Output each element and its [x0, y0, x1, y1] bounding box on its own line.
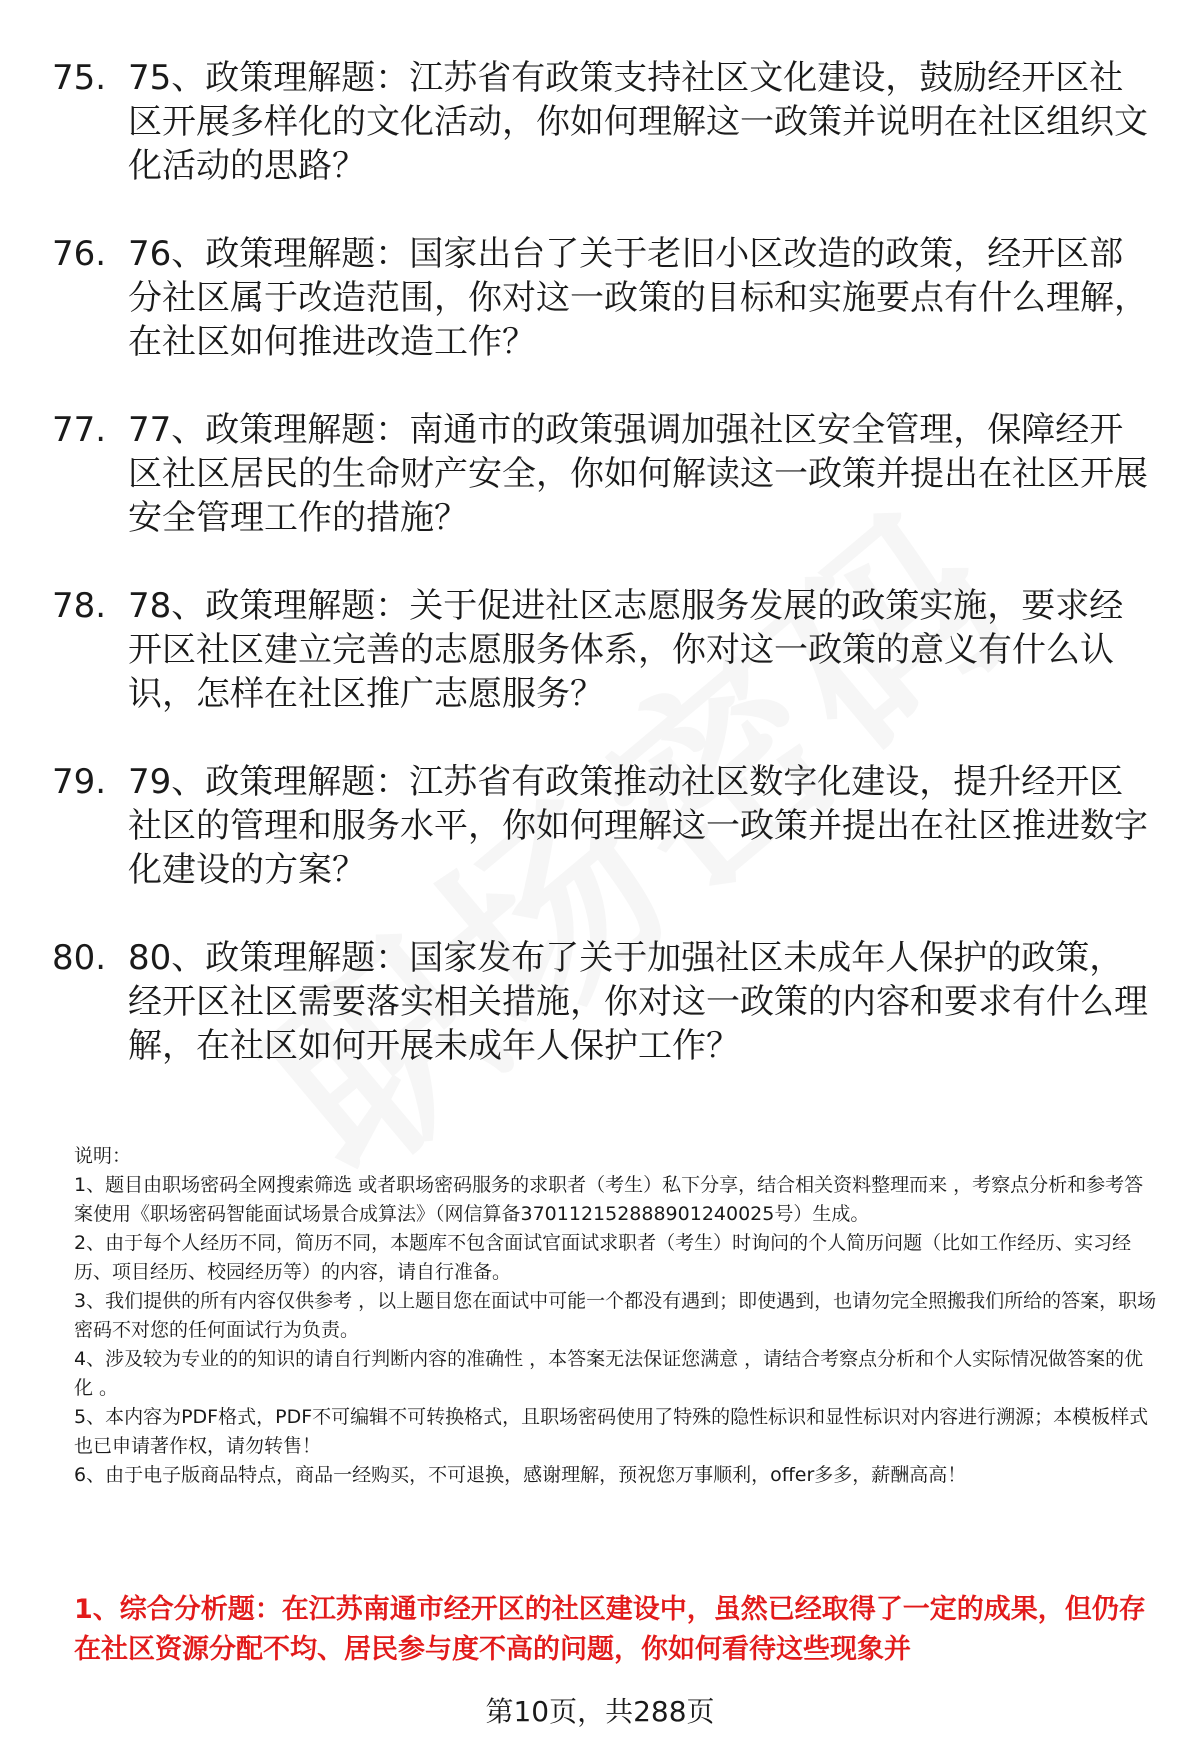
question-item [52, 56, 1152, 188]
notes-section [74, 1142, 1159, 1490]
question-text: 80、政策理解题：国家发布了关于加强社区未成年人保护的政策，经开区社区需要落实相关措施，你对这一政策的内容和要求有什么理解，在社区如何开展未成年人保护工作？ [128, 938, 1148, 1066]
question-item [52, 936, 1152, 1068]
question-text: 76、政策理解题：国家出台了关于老旧小区改造的政策，经开区部分社区属于改造范围，你对这一政策的目标和实施要点有什么理解，在社区如何推进改造工作？ [128, 234, 1148, 362]
question-text: 75、政策理解题：江苏省有政策支持社区文化建设，鼓励经开区社区开展多样化的文化活动，你如何理解这一政策并说明在社区组织文化活动的思路？ [128, 58, 1148, 186]
question-item [52, 232, 1152, 364]
question-text: 78、政策理解题：关于促进社区志愿服务发展的政策实施，要求经开区社区建立完善的志愿服务体系，你对这一政策的意义有什么认识，怎样在社区推广志愿服务？ [128, 586, 1124, 714]
page-number: 第10页，共288页 [485, 1695, 715, 1728]
note-item: 2、由于每个人经历不同，简历不同，本题库不包含面试官面试求职者（考生）时询问的个人简历问题（比如工作经历、实习经历、项目经历、校园经历等）的内容，请自行准备。 [74, 1232, 1132, 1283]
notes-title: 说明： [74, 1145, 132, 1167]
question-text: 77、政策理解题：南通市的政策强调加强社区安全管理，保障经开区社区居民的生命财产安全，你如何解读这一政策并提出在社区开展安全管理工作的措施？ [128, 410, 1148, 538]
question-item [52, 760, 1152, 892]
question-item [52, 408, 1152, 540]
question-number: 78. [52, 586, 107, 626]
note-item: 4、涉及较为专业的的知识的请自行判断内容的准确性 ，本答案无法保证您满意 ，请结合考察点分析和个人实际情况做答案的优化 。 [74, 1348, 1144, 1399]
question-number: 77. [52, 410, 107, 450]
question-item [52, 584, 1152, 716]
question-number: 75. [52, 58, 107, 98]
question-number: 79. [52, 762, 107, 802]
question-number: 80. [52, 938, 107, 978]
question-list [52, 56, 1152, 1112]
highlighted-question: 1、综合分析题：在江苏南通市经开区的社区建设中，虽然已经取得了一定的成果，但仍存在社区资源分配不均、居民参与度不高的问题，你如何看待这些现象并 [74, 1594, 1146, 1665]
note-item: 5、本内容为PDF格式，PDF不可编辑不可转换格式，且职场密码使用了特殊的隐性标识和显性标识对内容进行溯源；本模板样式也已申请著作权，请勿转售！ [74, 1406, 1149, 1457]
question-number: 76. [52, 234, 107, 274]
question-text: 79、政策理解题：江苏省有政策推动社区数字化建设，提升经开区社区的管理和服务水平，你如何理解这一政策并提出在社区推进数字化建设的方案？ [128, 762, 1148, 890]
note-item: 1、题目由职场密码全网搜索筛选 或者职场密码服务的求职者（考生）私下分享，结合相关资料整理而来 ，考察点分析和参考答案使用《职场密码智能面试场景合成算法》（网信算备370112152888901240025号）生成。 [74, 1174, 1144, 1225]
note-item: 3、我们提供的所有内容仅供参考 ，以上题目您在面试中可能一个都没有遇到；即使遇到，也请勿完全照搬我们所给的答案，职场密码不对您的任何面试行为负责。 [74, 1290, 1157, 1341]
note-item: 6、由于电子版商品特点，商品一经购买，不可退换，感谢理解，预祝您万事顺利，offer多多，薪酬高高！ [74, 1464, 967, 1486]
